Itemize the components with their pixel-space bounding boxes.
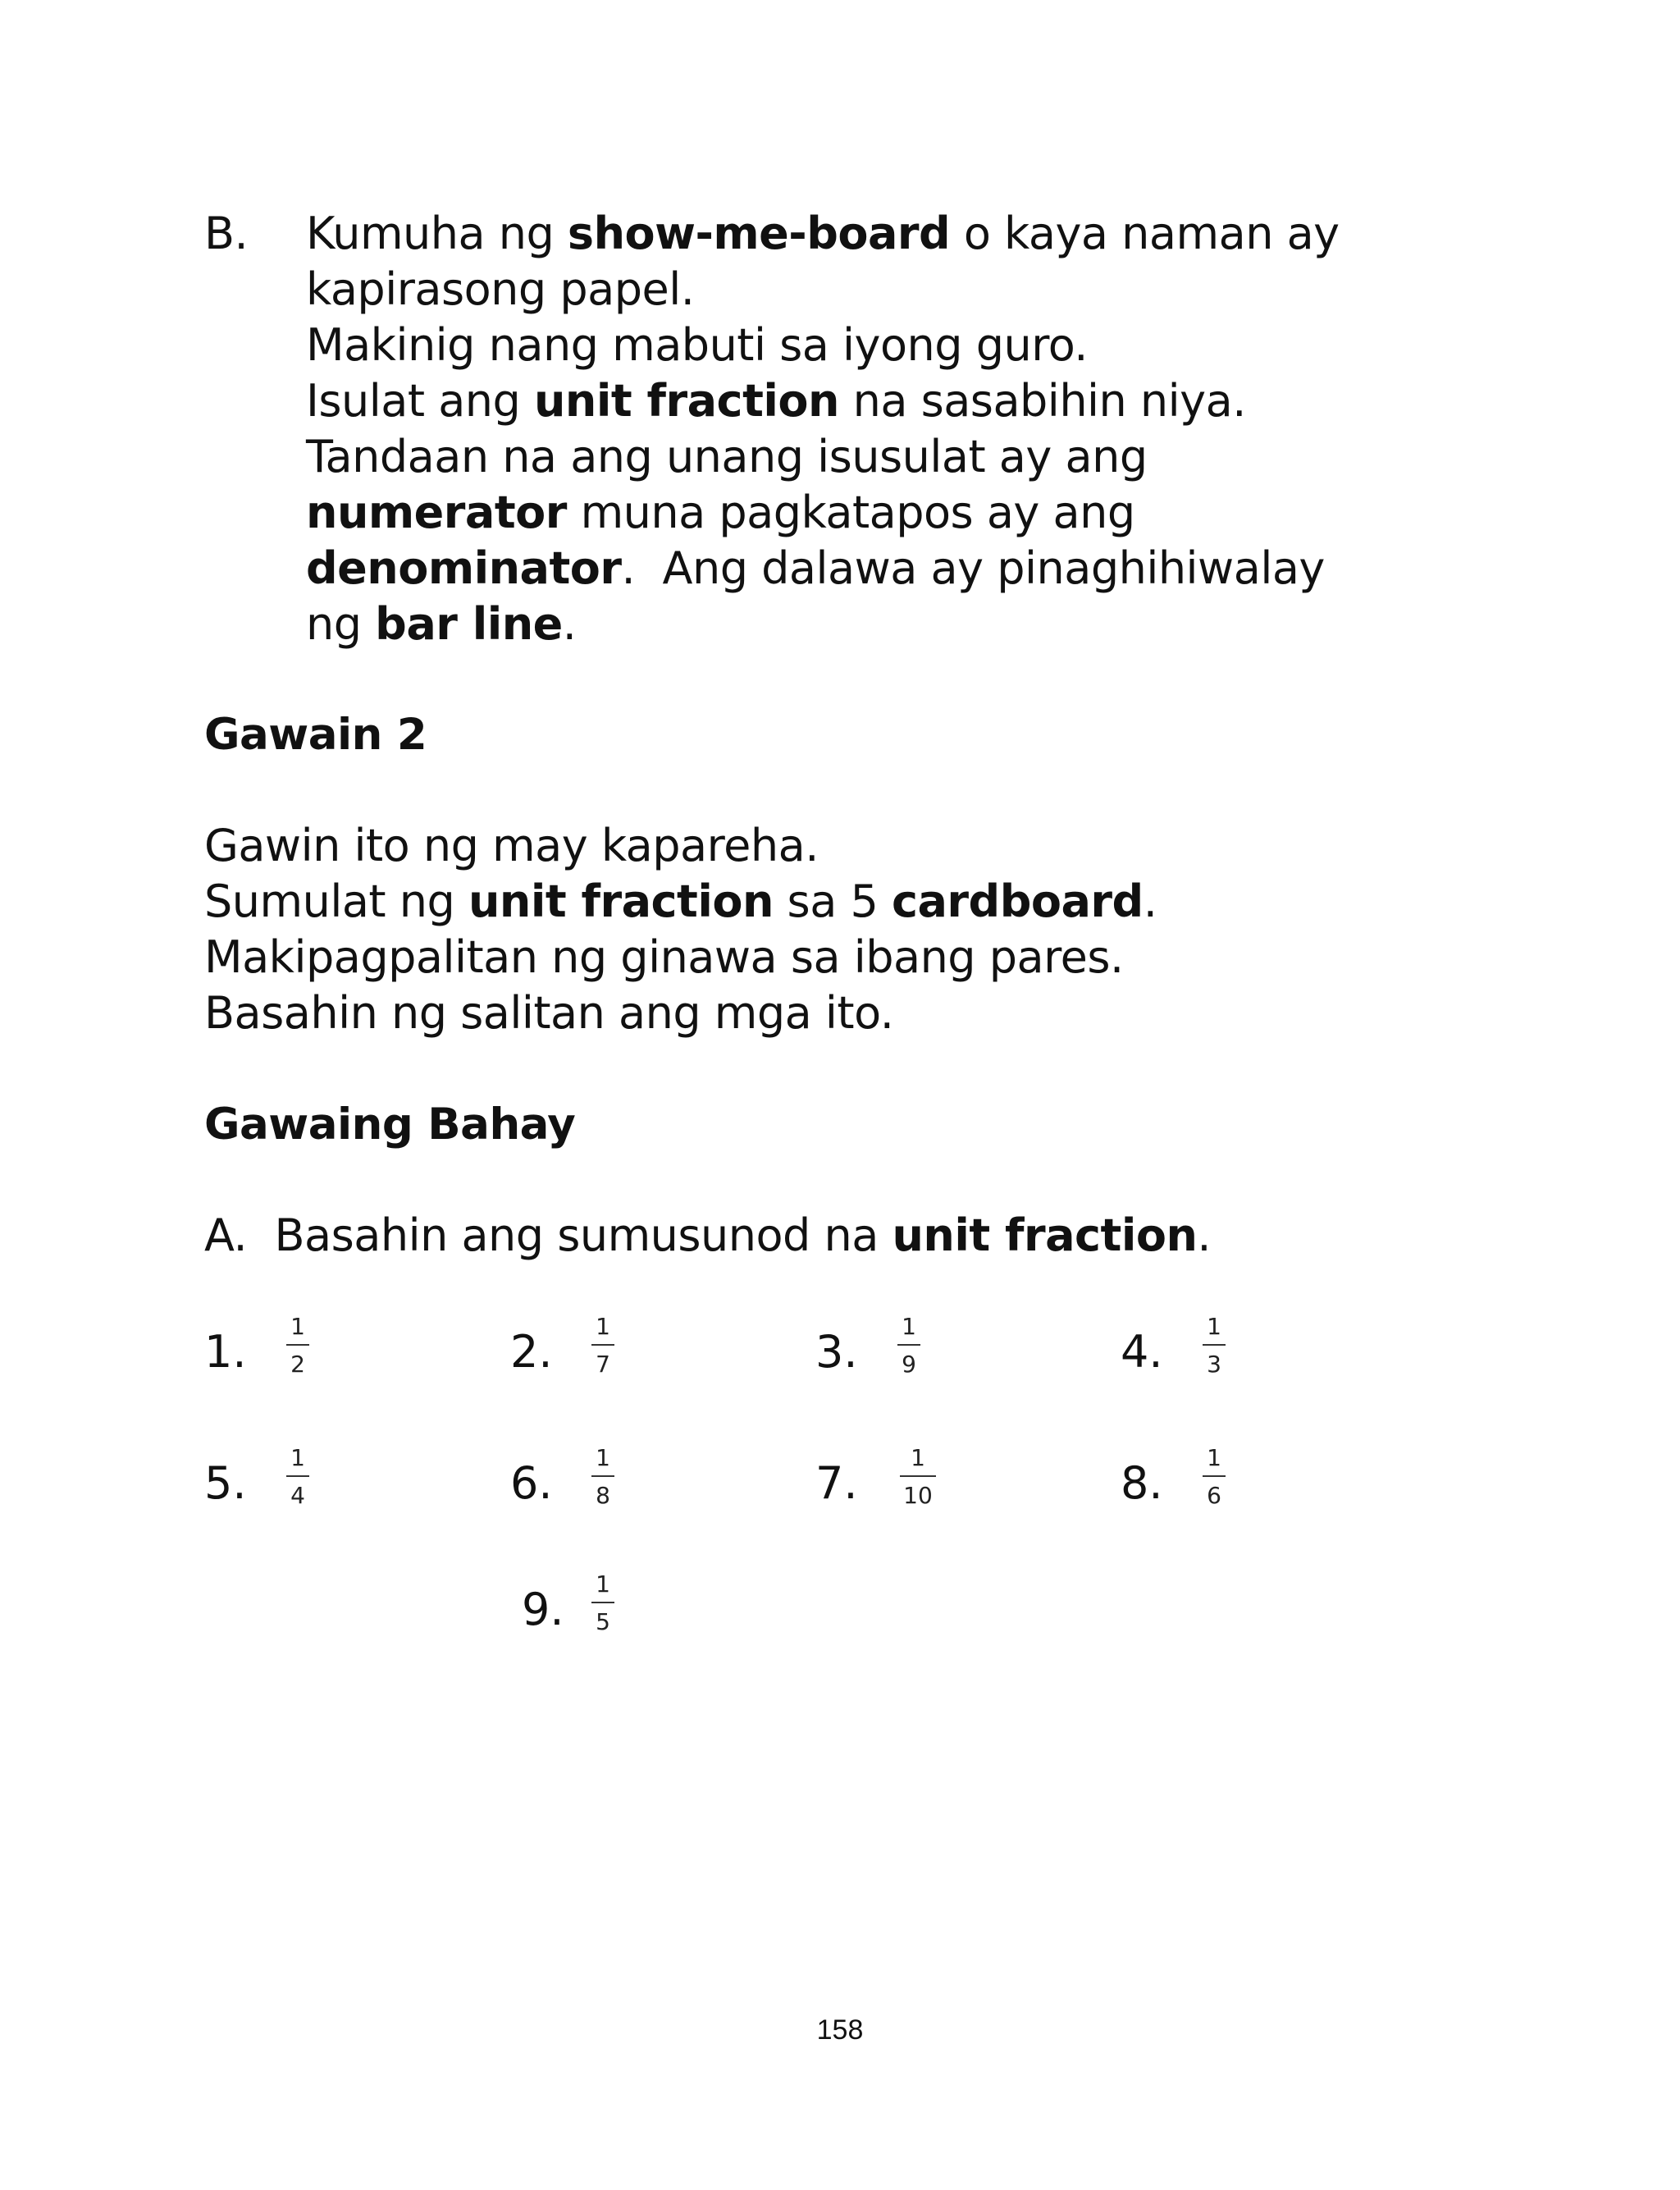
section-b-line-7	[306, 541, 1325, 597]
page-number: 158	[816, 2014, 864, 2046]
fraction-numerator: 1	[596, 1570, 610, 1598]
fraction-bar-line	[1203, 1344, 1226, 1346]
fraction-bar-line	[900, 1475, 936, 1477]
unit-fraction	[269, 1444, 326, 1510]
section-b-marker: B.	[204, 208, 249, 259]
section-b-line-2: kapirasong papel.	[306, 263, 695, 315]
gawaing-bahay-heading: Gawaing Bahay	[204, 1100, 576, 1150]
fraction-denominator: 10	[903, 1482, 933, 1509]
fraction-denominator: 9	[902, 1351, 916, 1378]
gawain-2-line-3: Makipagpalitan ng ginawa sa ibang pares.	[204, 931, 1124, 983]
item-label: 8.	[1121, 1457, 1163, 1509]
text-run: Isulat ang	[306, 375, 534, 427]
bold-term: cardboard	[891, 876, 1144, 927]
fraction-denominator: 7	[596, 1351, 610, 1378]
fraction-numerator: 1	[902, 1313, 916, 1340]
fraction-denominator: 4	[290, 1482, 305, 1509]
unit-fraction	[1185, 1444, 1243, 1510]
text-run: Sumulat ng	[204, 876, 468, 927]
gawain-2-line-2	[204, 874, 1157, 930]
item-label: 9.	[522, 1584, 564, 1635]
fraction-bar-line	[286, 1344, 309, 1346]
text-run: ng	[306, 598, 376, 650]
text-run: .	[1143, 876, 1157, 927]
unit-fraction	[574, 1444, 632, 1510]
fraction-bar-line	[591, 1475, 614, 1477]
bold-term: denominator	[306, 542, 622, 594]
bold-term: numerator	[306, 487, 567, 538]
gawaing-bahay-instruction	[204, 1208, 1211, 1264]
text-run: sa 5	[773, 876, 892, 927]
unit-fraction	[269, 1313, 326, 1378]
text-run: . Ang dalawa ay pinaghihiwalay	[621, 542, 1325, 594]
fraction-denominator: 6	[1207, 1482, 1221, 1509]
bold-term: unit fraction	[468, 876, 774, 927]
section-b-line-5: Tandaan na ang unang isusulat ay ang	[306, 431, 1148, 482]
unit-fraction	[880, 1313, 938, 1378]
bold-term: unit fraction	[533, 375, 839, 427]
bold-term: bar line	[375, 598, 563, 650]
gawain-2-line-4: Basahin ng salitan ang mga ito.	[204, 987, 894, 1039]
item-label: 4.	[1121, 1326, 1163, 1378]
fraction-numerator: 1	[596, 1313, 610, 1340]
unit-fraction	[1185, 1313, 1243, 1378]
item-label: 2.	[510, 1326, 553, 1378]
section-b-line-6	[306, 485, 1135, 541]
fraction-denominator: 2	[290, 1351, 305, 1378]
fraction-bar-line	[591, 1602, 614, 1603]
item-label: 1.	[204, 1326, 247, 1378]
fraction-denominator: 5	[596, 1608, 610, 1635]
fraction-bar-line	[897, 1344, 920, 1346]
fraction-numerator: 1	[290, 1444, 305, 1471]
text-run: .	[1197, 1209, 1212, 1261]
text-run: na sasabihin niya.	[838, 375, 1246, 427]
item-label: 6.	[510, 1457, 553, 1509]
text-run: .	[562, 598, 577, 650]
unit-fraction	[889, 1444, 947, 1510]
text-run: o kaya naman ay	[950, 208, 1340, 259]
item-label: 5.	[204, 1457, 247, 1509]
fraction-numerator: 1	[1207, 1313, 1221, 1340]
fraction-denominator: 8	[596, 1482, 610, 1509]
unit-fraction	[574, 1570, 632, 1636]
fraction-numerator: 1	[596, 1444, 610, 1471]
section-b-line-1	[306, 206, 1340, 262]
fraction-bar-line	[1203, 1475, 1226, 1477]
item-label: 3.	[815, 1326, 858, 1378]
item-label: 7.	[815, 1457, 858, 1509]
gawain-2-heading: Gawain 2	[204, 710, 427, 760]
text-run: A. Basahin ang sumusunod na	[204, 1209, 892, 1261]
section-b-line-4	[306, 373, 1246, 429]
fraction-denominator: 3	[1207, 1351, 1221, 1378]
text-run: Kumuha ng	[306, 208, 568, 259]
gawain-2-line-1: Gawin ito ng may kapareha.	[204, 820, 819, 871]
section-b-line-3: Makinig nang mabuti sa iyong guro.	[306, 319, 1088, 371]
fraction-bar-line	[286, 1475, 309, 1477]
text-run: muna pagkatapos ay ang	[566, 487, 1135, 538]
fraction-numerator: 1	[1207, 1444, 1221, 1471]
bold-term: unit fraction	[892, 1209, 1198, 1261]
unit-fraction	[574, 1313, 632, 1378]
fraction-numerator: 1	[911, 1444, 925, 1471]
bold-term: show-me-board	[567, 208, 951, 259]
fraction-numerator: 1	[290, 1313, 305, 1340]
fraction-bar-line	[591, 1344, 614, 1346]
section-b-line-8	[306, 597, 576, 652]
